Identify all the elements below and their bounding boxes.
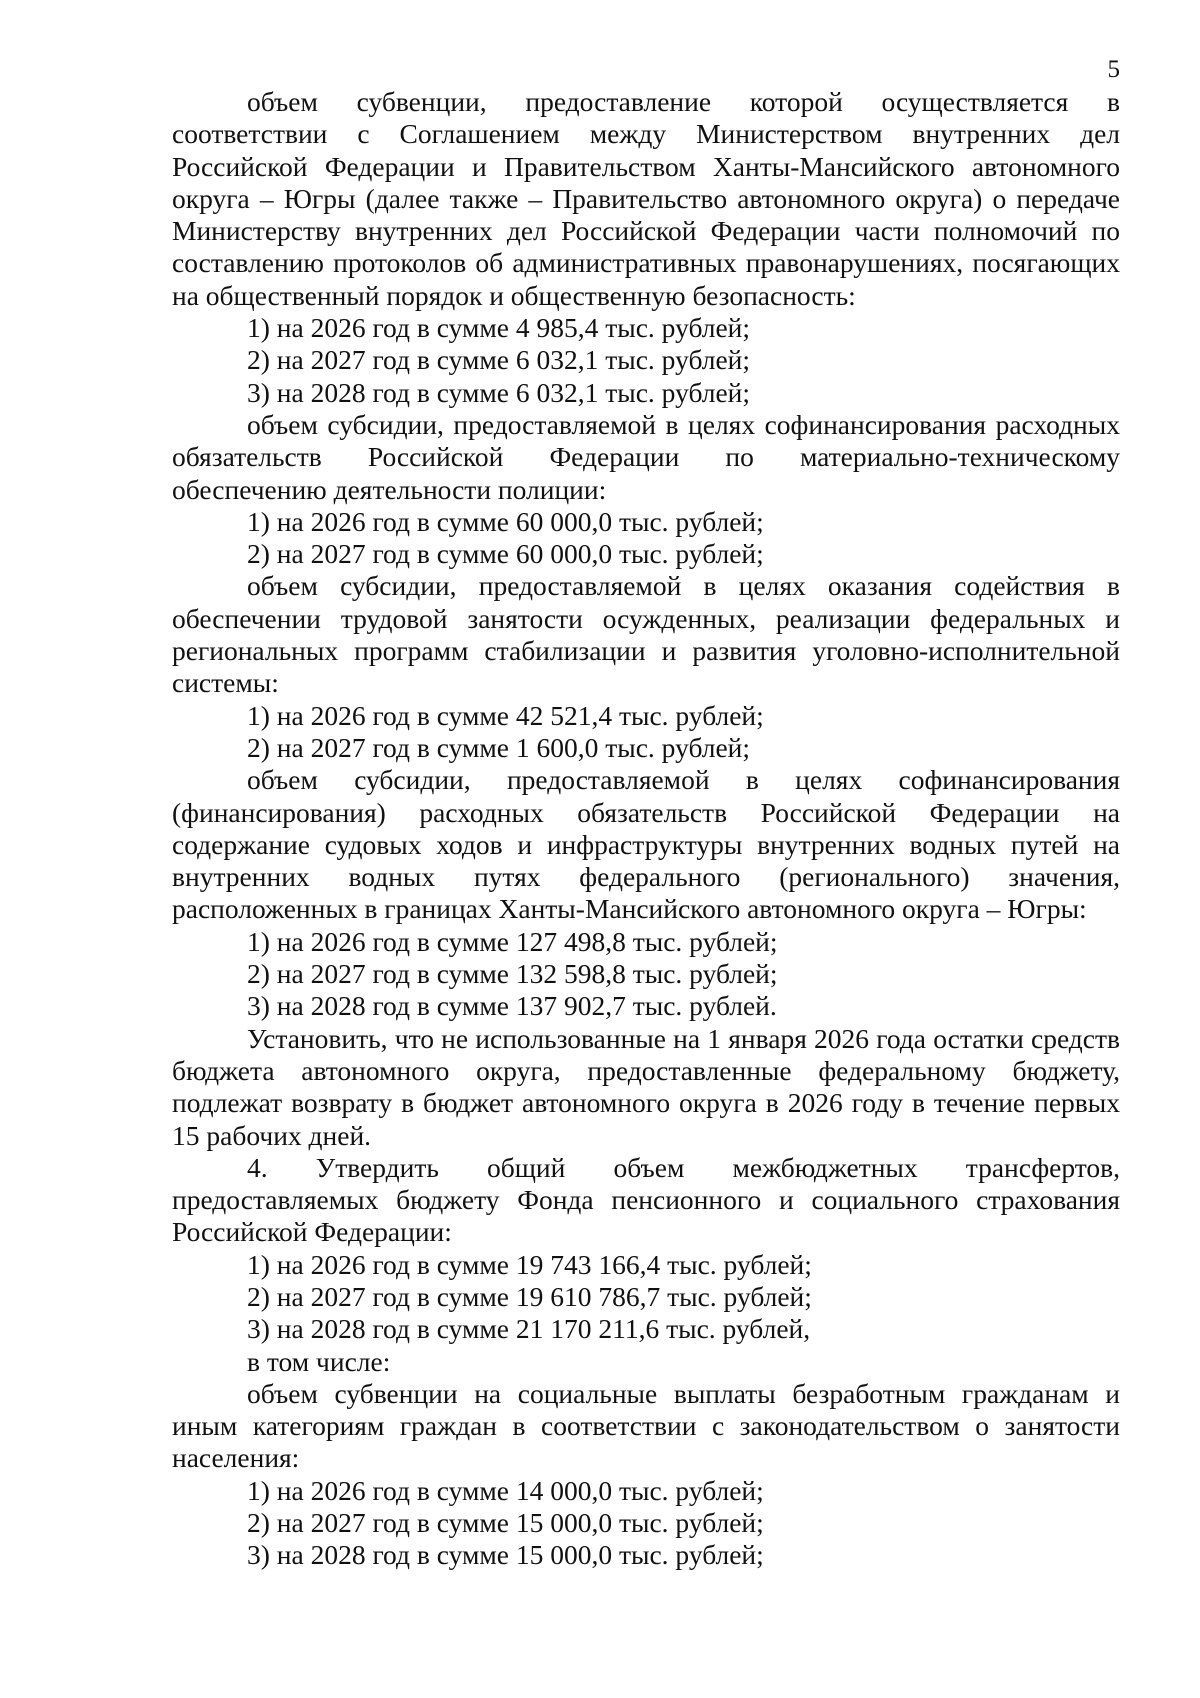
- paragraph-unemployment-subvention: объем субвенции на социальные выплаты безработным гражданам и иным категориям граждан в соответствии с законодательством о занятости населения:: [172, 1377, 1120, 1474]
- paragraph-penal-system-subsidy: объем субсидии, предоставляемой в целях оказания содействия в обеспечении трудовой занятости осужденных, реализации федеральных и региональных программ стабилизации и развития уголовно-исполнительной системы:: [172, 570, 1120, 699]
- paragraph-police-subsidy: объем субсидии, предоставляемой в целях софинансирования расходных обязательств Российской Федерации по материально-техническому обеспечению деятельности полиции:: [172, 408, 1120, 505]
- list-item: 2) на 2027 год в сумме 1 600,0 тыс. рублей;: [247, 731, 751, 763]
- list-item: 3) на 2028 год в сумме 21 170 211,6 тыс. рублей,: [247, 1313, 811, 1345]
- list-item: 3) на 2028 год в сумме 15 000,0 тыс. рублей;: [247, 1539, 764, 1571]
- list-item: 1) на 2026 год в сумме 60 000,0 тыс. рублей;: [247, 505, 764, 537]
- list-item: 3) на 2028 год в сумме 6 032,1 тыс. рублей;: [247, 376, 751, 408]
- paragraph-unused-balances: Установить, что не использованные на 1 января 2026 года остатки средств бюджета автономного округа, предоставленные федеральному бюджету, подлежат возврату в бюджет автономного округа в 2026 году в течение первых 15 рабочих дней.: [172, 1022, 1120, 1151]
- list-item: 2) на 2027 год в сумме 60 000,0 тыс. рублей;: [247, 538, 764, 570]
- paragraph-waterways-subsidy: объем субсидии, предоставляемой в целях софинансирования (финансирования) расходных обязательств Российской Федерации на содержание судовых ходов и инфраструктуры внутренних водных путей на внутренних водных путях федерального (регионального) значения, расположенных в границах Ханты-Мансийского автономного округа – Югры:: [172, 764, 1120, 925]
- list-item: 1) на 2026 год в сумме 42 521,4 тыс. рублей;: [247, 699, 764, 731]
- list-item: 1) на 2026 год в сумме 14 000,0 тыс. рублей;: [247, 1474, 764, 1506]
- list-item: 1) на 2026 год в сумме 4 985,4 тыс. рублей;: [247, 312, 751, 344]
- list-item: 1) на 2026 год в сумме 127 498,8 тыс. рублей;: [247, 925, 778, 957]
- list-item: в том числе:: [247, 1345, 391, 1377]
- list-item: 2) на 2027 год в сумме 15 000,0 тыс. рублей;: [247, 1507, 764, 1539]
- paragraph-mvd-subvention: объем субвенции, предоставление которой осуществляется в соответствии с Соглашением между Министерством внутренних дел Российской Федерации и Правительством Ханты-Мансийского автономного округа – Югры (далее также – Правительство автономного округа) о передаче Министерству внутренних дел Российской Федерации части полномочий по составлению протоколов об административных правонарушениях, посягающих на общественный порядок и общественную безопасность:: [172, 86, 1120, 311]
- list-item: 3) на 2028 год в сумме 137 902,7 тыс. рублей.: [247, 990, 777, 1022]
- list-item: 1) на 2026 год в сумме 19 743 166,4 тыс. рублей;: [247, 1248, 812, 1280]
- paragraph-pension-fund-transfers: 4. Утвердить общий объем межбюджетных трансфертов, предоставляемых бюджету Фонда пенсионного и социального страхования Российской Федерации:: [172, 1151, 1120, 1248]
- list-item: 2) на 2027 год в сумме 6 032,1 тыс. рублей;: [247, 344, 751, 376]
- page-number: 5: [1107, 56, 1120, 83]
- list-item: 2) на 2027 год в сумме 132 598,8 тыс. рублей;: [247, 958, 778, 990]
- list-item: 2) на 2027 год в сумме 19 610 786,7 тыс. рублей;: [247, 1280, 812, 1312]
- document-body: [172, 86, 1120, 1572]
